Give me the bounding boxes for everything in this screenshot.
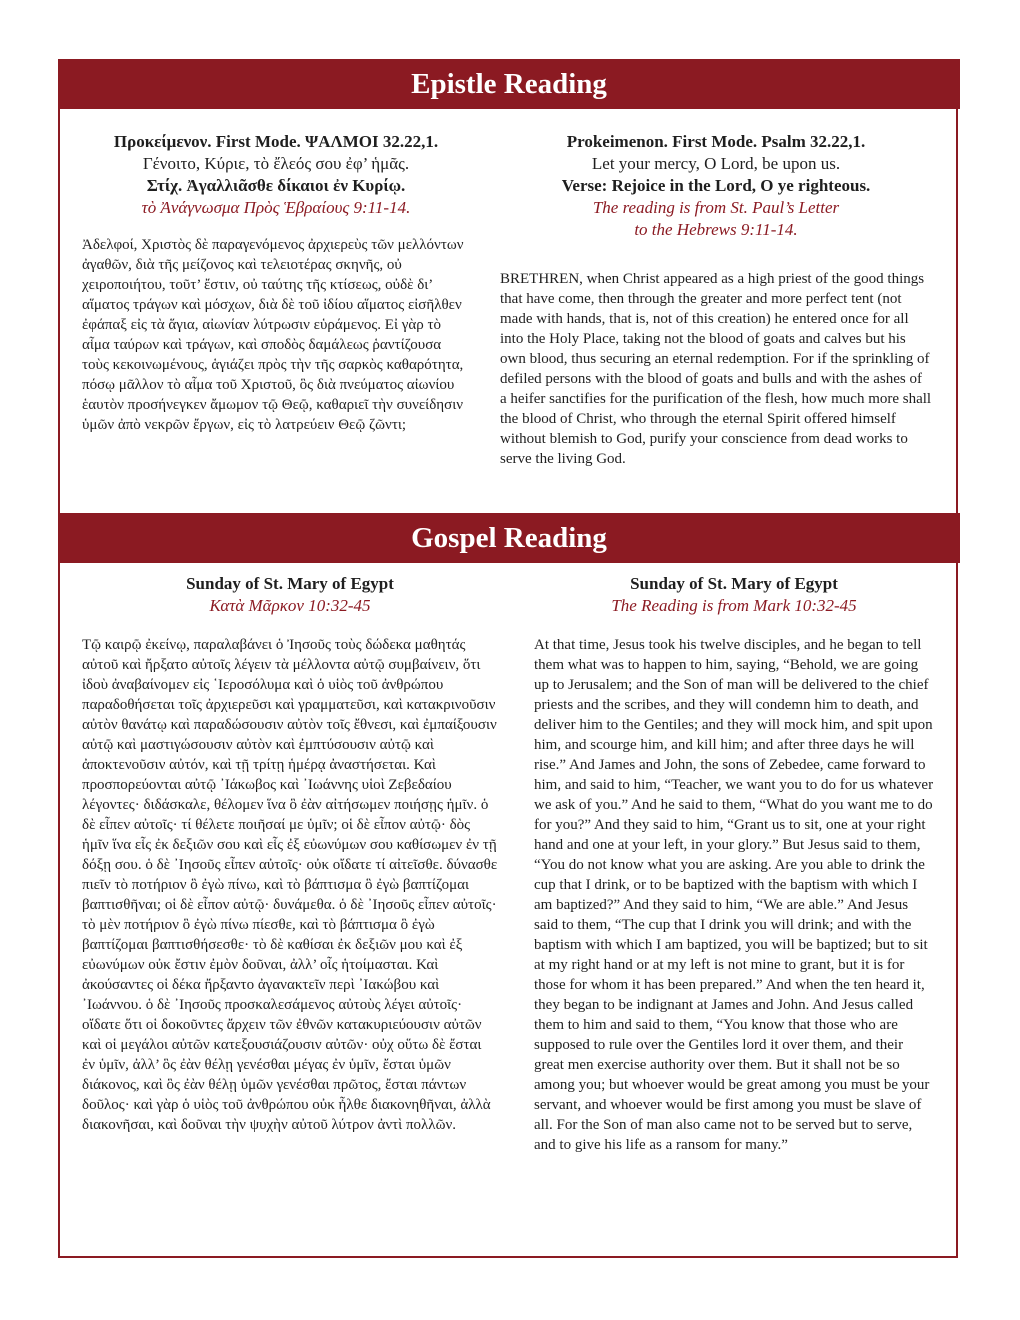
greek-gospel-reference: Κατὰ Μᾶρκον 10:32-45 [209,596,371,615]
greek-gospel-title: Sunday of St. Mary of Egypt [186,574,394,593]
gospel-greek-column [82,573,498,1135]
greek-epistle-reference: τὸ Ἀνάγνωσμα Πρὸς Ἑβραίους 9:11-14. [141,198,411,217]
gospel-banner-title: Gospel Reading [411,521,607,554]
epistle-english-column [500,131,932,469]
english-epistle-reference-1: The reading is from St. Paul’s Letter [592,198,840,217]
epistle-banner-title: Epistle Reading [411,67,607,100]
greek-epistle-text: Ἀδελφοί, Χριστὸς δὲ παραγενόμενος ἀρχιερεὺς τῶν μελλόντων ἀγαθῶν, διὰ τῆς μείζονος καὶ τελειοτέρας σκηνῆς, οὐ χειροποιήτου, τοῦτ’ ἔστιν, οὐ ταύτης τῆς κτίσεως, οὐδὲ δι’ αἵματος τράγων καὶ μόσχων, διὰ δὲ τοῦ ἰδίου αἵματος εἰσῆλθεν ἐφάπαξ εἰς τὰ ἅγια, αἰωνίαν λύτρωσιν εὑράμενος. Εἰ γὰρ τὸ αἷμα ταύρων καὶ τράγων, καὶ σποδὸς δαμάλεως ῥαντίζουσα τοὺς κεκοινωμένους, ἁγιάζει πρὸς τὴν τῆς σαρκὸς καθαρότητα, πόσῳ μᾶλλον τὸ αἷμα τοῦ Χριστοῦ, ὃς διὰ πνεύματος αἰωνίου ἑαυτὸν προσήνεγκεν ἄμωμον τῷ Θεῷ, καθαριεῖ τὴν συνείδησιν ὑμῶν ἀπὸ νεκρῶν ἔργων, εἰς τὸ λατρεύειν Θεῷ ζῶντι; [82,237,464,433]
english-gospel-reference: The Reading is from Mark 10:32-45 [611,596,857,615]
epistle-greek-heading [82,131,470,219]
greek-prokeimenon: Προκείμενον. First Mode. ΨΑΛΜΟΙ 32.22,1. [113,132,439,151]
epistle-greek-column [82,131,470,435]
english-gospel-text: At that time, Jesus took his twelve disciples, and he began to tell them what was to happen to him, saying, “Behold, we are going up to Jerusalem; and the Son of man will be delivered to the chief priests and the scribes, and they will condemn him to death, and deliver him to the Gentiles; and they will mock him, and spit upon him, and scourge him, and kill him; and after three days he will rise.” And James and John, the sons of Zebedee, came forward to him, and said to him, “Teacher, we want you to do for us whatever we ask of you.” And he said to them, “What do you want me to do for you?” And they said to him, “Grant us to sit, one at your right hand and one at your left, in your glory.” But Jesus said to them, “You do not know what you are asking. Are you able to drink the cup that I drink, or to be baptized with the baptism with which I am baptized?” And they said to him, “We are able.” And Jesus said to them, “The cup that I drink you will drink; and with the baptism with which I am baptized, you will be baptized; but to sit at my right hand or at my left is not mine to grant, but it is for those for whom it has been prepared.” And when the ten heard it, they began to be indignant at James and John. And Jesus called them to him and said to them, “You know that those who are supposed to rule over the Gentiles lord it over them, and their great men exercise authority over them. But it shall not be so among you; but whoever would be great among you must be your servant, and whoever would be first among you must be slave of all. For the Son of man also came not to be served but to serve, and to give his life as a ransom for many.” [534,637,934,1153]
epistle-banner [58,59,960,109]
gospel-english-heading [534,573,934,617]
epistle-english-heading [500,131,932,241]
english-prokeimenon-line: Let your mercy, O Lord, be upon us. [591,154,841,173]
greek-prokeimenon-line: Γένοιτο, Κύριε, τὸ ἔλεός σου ἐφ’ ἡμᾶς. [142,154,410,173]
gospel-banner [58,513,960,563]
english-epistle-reference-2: to the Hebrews 9:11-14. [634,220,798,239]
english-prokeimenon: Prokeimenon. First Mode. Psalm 32.22,1. [566,132,866,151]
english-epistle-text: BRETHREN, when Christ appeared as a high priest of the good things that have come, then through the greater and more perfect tent (not made with hands, that is, not of this creation) he entered once for all into the Holy Place, taking not the blood of goats and calves but his own blood, thus securing an eternal redemption. For if the sprinkling of defiled persons with the blood of goats and bulls and with the ashes of a heifer sanctifies for the purification of the flesh, how much more shall the blood of Christ, who through the eternal Spirit offered himself without blemish to God, purify your conscience from dead works to serve the living God. [500,271,932,467]
gospel-english-column [534,573,934,1155]
greek-gospel-text: Τῷ καιρῷ ἐκείνῳ, παραλαβάνει ὁ Ἰησοῦς τοὺς δώδεκα μαθητάς αὐτοῦ καὶ ἤρξατο αὐτοῖς λέγειν τὰ μέλλοντα αὐτῷ συμβαίνειν, ὅτι ἰδοὺ ἀναβαίνομεν εἰς ῾Ιεροσόλυμα καὶ ὁ υἱὸς τοῦ ἀνθρώπου παραδοθήσεται τοῖς ἀρχιερεῦσι καὶ γραμματεῦσι, καὶ κατακρινοῦσιν αὐτὸν θανάτῳ καὶ παραδώσουσιν αὐτὸν τοῖς ἔθνεσι, καὶ ἐμπαίξουσιν αὐτῷ καὶ μαστιγώσουσιν αὐτὸν καὶ ἐμπτύσουσιν αὐτῷ καὶ ἀποκτενοῦσιν αὐτόν, καὶ τῇ τρίτῃ ἡμέρᾳ ἀναστήσεται. Καὶ προσπορεύονται αὐτῷ ᾿Ιάκωβος καὶ ᾿Ιωάννης υἱοὶ Ζεβεδαίου λέγοντες· διδάσκαλε, θέλομεν ἵνα ὃ ἐὰν αἰτήσωμεν ποιήσῃς ἡμῖν. ὁ δὲ εἶπεν αὐτοῖς· τί θέλετε ποιῆσαί με ὑμῖν; οἱ δὲ εἶπον αὐτῷ· δὸς ἡμῖν ἵνα εἷς ἐκ δεξιῶν σου καὶ εἷς ἐξ εὐωνύμων σου καθίσωμεν ἐν τῇ δόξῃ σου. ὁ δὲ ᾿Ιησοῦς εἶπεν αὐτοῖς· οὐκ οἴδατε τί αἰτεῖσθε. δύνασθε πιεῖν τὸ ποτήριον ὃ ἐγὼ πίνω, καὶ τὸ βάπτισμα ὃ ἐγὼ βαπτίζομαι βαπτισθῆναι; οἱ δὲ εἶπον αὐτῷ· δυνάμεθα. ὁ δὲ ᾿Ιησοῦς εἶπεν αὐτοῖς· τὸ μὲν ποτήριον ὃ ἐγὼ πίνω πίεσθε, καὶ τὸ βάπτισμα ὃ ἐγὼ βαπτίζομαι βαπτισθήσεσθε· τὸ δὲ καθίσαι ἐκ δεξιῶν μου καὶ ἐξ εὐωνύμων οὐκ ἔστιν ἐμὸν δοῦναι, ἀλλ’ οἷς ἡτοίμασται. Καὶ ἀκούσαντες οἱ δέκα ἤρξαντο ἀγανακτεῖν περὶ ᾿Ιακώβου καὶ ᾿Ιωάννου. ὁ δὲ ᾿Ιησοῦς προσκαλεσάμενος αὐτοὺς λέγει αὐτοῖς· οἴδατε ὅτι οἱ δοκοῦντες ἄρχειν τῶν ἐθνῶν κατακυριεύουσιν αὐτῶν καὶ οἱ μεγάλοι αὐτῶν κατεξουσιάζουσιν αὐτῶν· οὐχ οὕτω δὲ ἔσται ἐν ὑμῖν, ἀλλ’ ὃς ἐὰν θέλῃ γενέσθαι μέγας ἐν ὑμῖν, ἔσται ὑμῶν διάκονος, καὶ ὃς ἐὰν θέλῃ ὑμῶν γενέσθαι πρῶτος, ἔσται πάντων δοῦλος· καὶ γὰρ ὁ υἱὸς τοῦ ἀνθρώπου οὐκ ἦλθε διακονηθῆναι, ἀλλὰ διακονῆσαι, καὶ δοῦναι τὴν ψυχὴν αὐτοῦ λύτρον ἀντὶ πολλῶν. [82,637,498,1133]
english-gospel-title: Sunday of St. Mary of Egypt [630,574,838,593]
gospel-greek-heading [82,573,498,617]
greek-verse: Στίχ. Ἀγαλλιᾶσθε δίκαιοι ἐν Κυρίῳ. [146,176,406,195]
english-verse: Verse: Rejoice in the Lord, O ye righteous. [561,176,871,195]
